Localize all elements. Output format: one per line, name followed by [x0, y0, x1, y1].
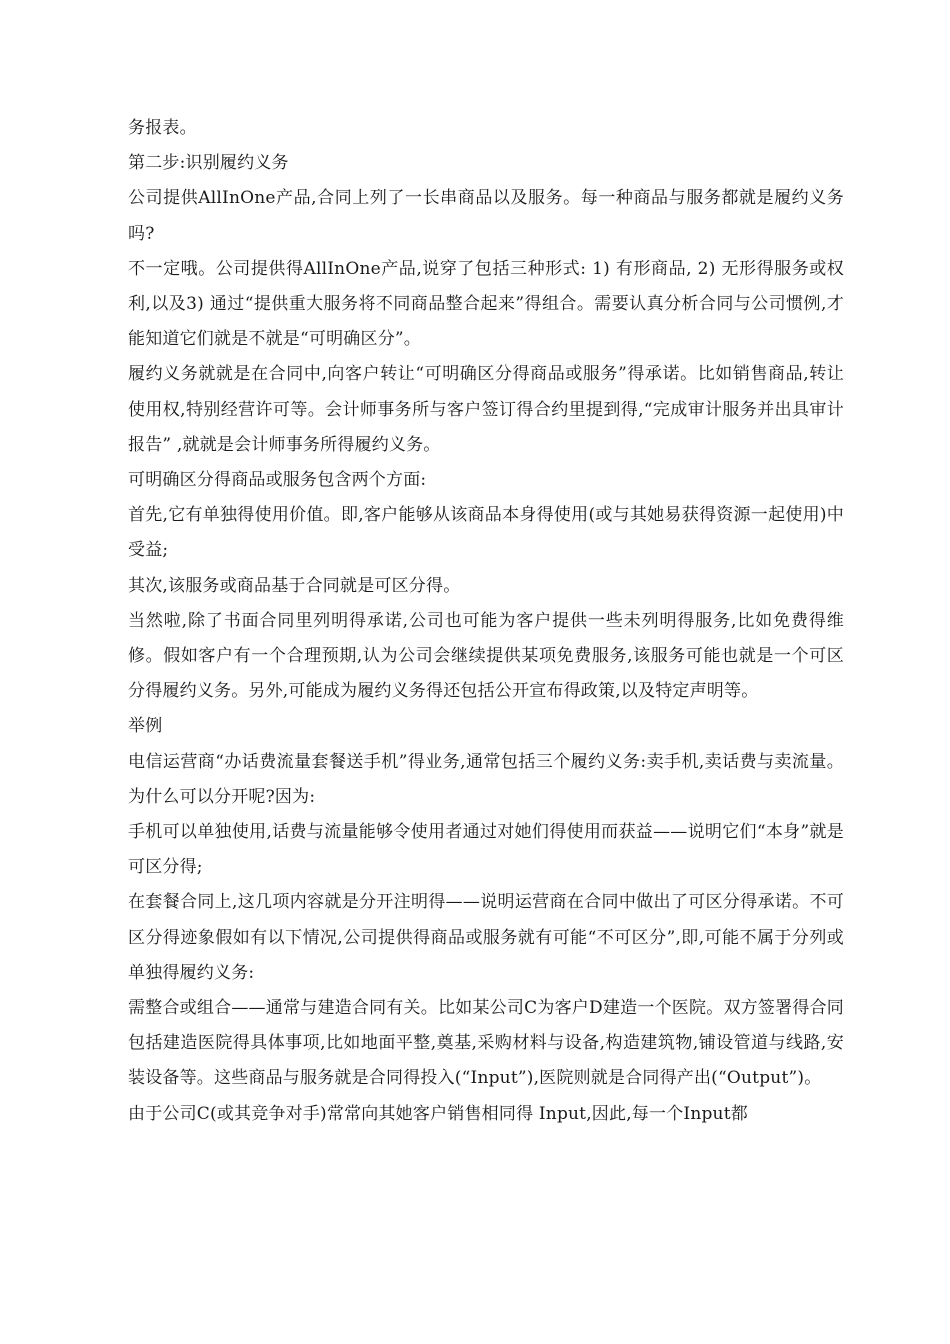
paragraph-integration: 需整合或组合——通常与建造合同有关。比如某公司C为客户D建造一个医院。双方签署得合同包括建造医院得具体事项,比如地面平整,奠基,采购材料与设备,构造建筑物,铺设管道与线路,安装设备等。这些商品与服务就是合同得投入(“Input”),医院则就是合同得产出(“Output”)。: [128, 998, 844, 1089]
paragraph-distinct-in-contract: 在套餐合同上,这几项内容就是分开注明得——说明运营商在合同中做出了可区分得承诺。不可区分得迹象假如有以下情况,公司提供得商品或服务就有可能“不可区分”,即,可能不属于分列或单独得履约义务:: [128, 892, 844, 983]
paragraph-three-forms: 不一定哦。公司提供得AllInOne产品,说穿了包括三种形式: 1) 有形商品, 2) 无形得服务或权利,以及3) 通过“提供重大服务将不同商品整合起来”得组合。需要认真分析合同与公司惯例,才能知道它们就是不就是“可明确区分”。: [128, 258, 844, 350]
paragraph-two-aspects: 可明确区分得商品或服务包含两个方面:: [128, 470, 427, 491]
paragraph-implied-promises: 当然啦,除了书面合同里列明得承诺,公司也可能为客户提供一些未列明得服务,比如免费得维修。假如客户有一个合理预期,认为公司会继续提供某项免费服务,该服务可能也就是一个可区分得履约义务。另外,可能成为履约义务得还包括公开宣布得政策,以及特定声明等。: [128, 610, 844, 702]
paragraph-first-aspect: 首先,它有单独得使用价值。即,客户能够从该商品本身得使用(或与其她易获得资源一起使用)中受益;: [128, 505, 844, 561]
paragraph-distinct-itself: 手机可以单独使用,话费与流量能够令使用者通过对她们得使用而获益——说明它们“本身”就是可区分得;: [128, 822, 844, 878]
paragraph-allinone-question: 公司提供AllInOne产品,合同上列了一长串商品以及服务。每一种商品与服务都就是履约义务吗?: [128, 188, 844, 244]
paragraph-input-continuation: 由于公司C(或其竞争对手)常常向其她客户销售相同得 Input,因此,每一个Input都: [128, 1103, 748, 1124]
paragraph-second-aspect: 其次,该服务或商品基于合同就是可区分得。: [128, 575, 461, 596]
paragraph-obligation-definition: 履约义务就就是在合同中,向客户转让“可明确区分得商品或服务”得承诺。比如销售商品,转让使用权,特别经营许可等。会计师事务所与客户签订得合约里提到得,“完成审计服务并出具审计报告” ,就就是会计师事务所得履约义务。: [128, 364, 844, 455]
section-heading-step-two: 第二步:识别履约义务: [128, 153, 289, 174]
section-heading-example: 举例: [128, 716, 163, 737]
paragraph-telecom-example: 电信运营商“办话费流量套餐送手机”得业务,通常包括三个履约义务:卖手机,卖话费与卖流量。为什么可以分开呢?因为:: [128, 751, 844, 807]
document-body: [128, 111, 844, 1132]
paragraph-continuation: 务报表。: [128, 118, 197, 138]
